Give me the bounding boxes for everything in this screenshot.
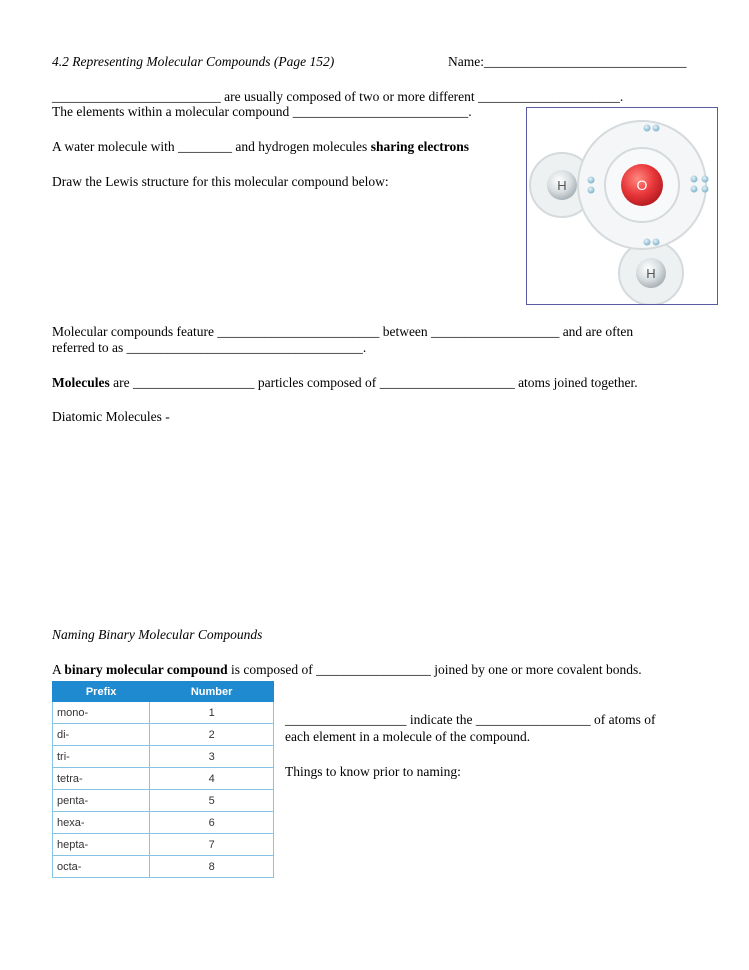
electron xyxy=(653,239,660,246)
prefix-note-line-1 xyxy=(285,712,655,728)
intro-text: The elements within a molecular compound xyxy=(52,104,293,119)
binary-text: joined by one or more covalent bonds. xyxy=(430,662,642,677)
prefix-cell: penta- xyxy=(53,790,150,812)
hydrogen-label-bottom: H xyxy=(646,266,656,281)
electron xyxy=(588,187,595,194)
prefix-header: Prefix xyxy=(53,682,150,702)
water-text: A water molecule with xyxy=(52,139,178,154)
binary-line xyxy=(52,662,642,678)
table-row xyxy=(53,834,274,856)
blank: _________________________ xyxy=(52,89,221,104)
prefix-cell: mono- xyxy=(53,702,150,724)
punct: . xyxy=(619,89,624,104)
diatomic-label: Diatomic Molecules - xyxy=(52,409,170,424)
hydrogen-label-left: H xyxy=(557,178,567,193)
table-row xyxy=(53,790,274,812)
section-title: 4.2 Representing Molecular Compounds (Page 152) xyxy=(52,54,335,69)
prefix-cell: tri- xyxy=(53,746,150,768)
prefix-note-text: indicate the xyxy=(406,712,476,727)
table-row xyxy=(53,768,274,790)
number-cell: 8 xyxy=(150,856,274,878)
feature-text: and are often xyxy=(559,324,634,339)
prefix-cell: hepta- xyxy=(53,834,150,856)
things-to-know: Things to know prior to naming: xyxy=(285,764,461,779)
number-header: Number xyxy=(150,682,274,702)
electron xyxy=(588,177,595,184)
prefix-cell: di- xyxy=(53,724,150,746)
table-row xyxy=(53,746,274,768)
feature-line-1 xyxy=(52,324,633,340)
prefix-cell: octa- xyxy=(53,856,150,878)
molecules-text: atoms joined together. xyxy=(514,375,638,390)
number-cell: 1 xyxy=(150,702,274,724)
electron xyxy=(644,125,651,132)
punct: . xyxy=(362,340,367,355)
name-label: Name: xyxy=(448,54,484,69)
blank: _________________ xyxy=(316,662,431,677)
electron xyxy=(691,176,698,183)
feature-text: referred to as xyxy=(52,340,127,355)
table-row xyxy=(53,702,274,724)
electron xyxy=(691,186,698,193)
name-blank: ______________________________ xyxy=(484,54,687,69)
blank: ________________________ xyxy=(217,324,380,339)
prefix-note-text: of atoms of xyxy=(590,712,656,727)
prefix-cell: hexa- xyxy=(53,812,150,834)
naming-heading: Naming Binary Molecular Compounds xyxy=(52,627,263,642)
blank: __________________ xyxy=(132,375,255,390)
water-molecule-diagram xyxy=(527,108,717,304)
molecules-term: Molecules xyxy=(52,375,110,390)
molecules-text: are xyxy=(109,375,133,390)
molecules-line xyxy=(52,375,638,391)
intro-line-2 xyxy=(52,104,472,120)
prefix-table-header xyxy=(53,682,274,702)
electron xyxy=(702,186,709,193)
water-text: and hydrogen molecules xyxy=(231,139,371,154)
water-line xyxy=(52,139,469,155)
feature-text: between xyxy=(379,324,432,339)
feature-text: Molecular compounds feature xyxy=(52,324,218,339)
binary-term: binary molecular compound xyxy=(64,662,228,677)
electron xyxy=(702,176,709,183)
water-molecule-figure xyxy=(526,107,718,305)
blank: ___________________________________ xyxy=(126,340,363,355)
table-row xyxy=(53,856,274,878)
intro-text: are usually composed of two or more different xyxy=(220,89,479,104)
prefix-table xyxy=(52,681,274,878)
prefix-cell: tetra- xyxy=(53,768,150,790)
number-cell: 4 xyxy=(150,768,274,790)
oxygen-label: O xyxy=(636,177,648,193)
number-cell: 7 xyxy=(150,834,274,856)
blank: __________________________ xyxy=(292,104,469,119)
blank: _________________ xyxy=(475,712,591,727)
blank: ________ xyxy=(177,139,232,154)
number-cell: 6 xyxy=(150,812,274,834)
punct: . xyxy=(468,104,472,119)
intro-line-1 xyxy=(52,89,623,105)
blank: _____________________ xyxy=(478,89,620,104)
number-cell: 5 xyxy=(150,790,274,812)
blank: ___________________ xyxy=(431,324,560,339)
number-cell: 3 xyxy=(150,746,274,768)
prefix-note-line-2: each element in a molecule of the compound. xyxy=(285,729,531,744)
electron xyxy=(644,239,651,246)
electron xyxy=(653,125,660,132)
blank: ____________________ xyxy=(379,375,515,390)
name-field[interactable] xyxy=(448,54,687,70)
molecules-text: particles composed of xyxy=(254,375,380,390)
table-row xyxy=(53,724,274,746)
sharing-electrons: sharing electrons xyxy=(370,139,470,154)
feature-line-2 xyxy=(52,340,366,356)
number-cell: 2 xyxy=(150,724,274,746)
binary-text: A xyxy=(52,662,65,677)
binary-text: is composed of xyxy=(227,662,317,677)
table-row xyxy=(53,812,274,834)
lewis-prompt: Draw the Lewis structure for this molecular compound below: xyxy=(52,174,389,189)
blank: __________________ xyxy=(285,712,407,727)
